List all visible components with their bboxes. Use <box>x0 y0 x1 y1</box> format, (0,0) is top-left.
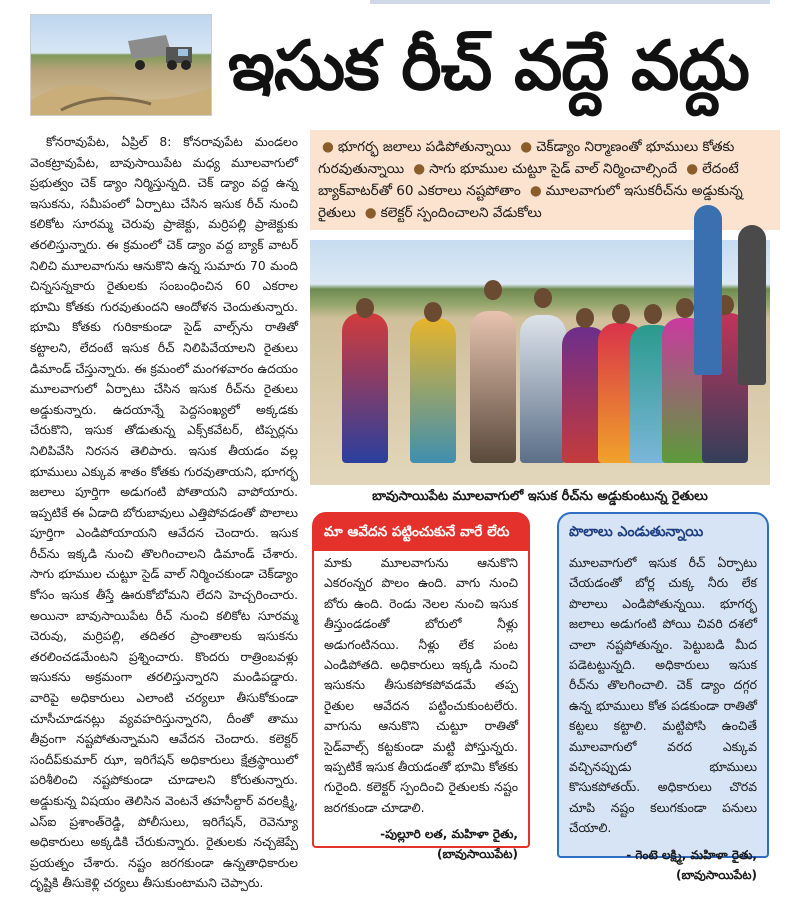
person-figure <box>694 205 722 375</box>
highlight-item: ● సాగు భూముల చుట్టూ సైడ్ వాల్ నిర్మించాల్సిందే <box>413 161 678 177</box>
quote-box-left <box>312 512 530 862</box>
highlight-item: ● కలెక్టర్ స్పందించాలని వేడుకోలు <box>364 205 542 221</box>
article-paragraph: కోనరావుపేట, ఏప్రిల్ 8: కోనరావుపేట మండలం వెంకట్రావుపేట, బావుసాయిపేట మధ్య మూలవాగులో ప్రభుత్వం చెక్ డ్యాం నిర్మిస్తున్నది. చెక్ డ్యాం వద్ద ఉన్న ఇసుకను, సమీపంలో ఏర్పాటు చేసిన ఇసుక రీచ్ నుంచి కలికోట సూరమ్మ చెరువు ప్రాజెక్టు, మర్రిపల్లి ప్రాజెక్టుకు తరలిస్తున్నారు. ఈ క్రమంలో చెక్ డ్యాం వద్ద బ్యాక్ వాటర్ నిలిచి మూలవాగును ఆనుకొని ఉన్న సుమారు 70 మంది చిన్నసన్నకారు రైతులకు సంబంధించిన 60 ఎకరాల భూమి కోతకు గురవుతుందని ఆందోళన చెందుతున్నారు. భూమి కోతకు గురికాకుండా సైడ్ వాల్స్‌ను రాతితో కట్టాలని, లేదంటే ఇసుక రీచ్ నిలిపివేయాలని రైతులు డిమాండ్ చేస్తున్నారు. ఈ క్రమంలో మంగళవారం ఉదయం మూలవాగులో ఏర్పాటు చేసిన ఇసుక రీచ్‌ను రైతులు అడ్డుకున్నారు. ఉదయాన్నే పెద్దసంఖ్యలో అక్కడకు చేరుకొని, ఇసుక తోడుతున్న ఎక్స్‌కవేటర్, టిప్పర్లను నిలిపివేసి నిరసన తెలిపారు. ఇసుక తీయడం వల్ల భూములు ఎక్కువ శాతం కోతకు గురవుతాయని, భూగర్భ జలాలు పూర్తిగా అడుగంటి పోతాయని వాపోయారు. ఇప్పటికే ఈ ఏడాది బోరుబావులు ఎత్తిపోవడంతో పొలాలు పూర్తిగా ఎండిపోయాయని ఆవేదన చెందారు. ఇసుక రీచ్‌ను ఇక్కడి నుంచి తొలగించాలని డిమాండ్ చేశారు. సాగు భూముల చుట్టూ సైడ్ వాల్ నిర్మించకుండా చెక్‌డ్యాం కోసం ఇసుక తీస్తే ఊరుకోబోమని లేదని హెచ్చరించారు. అయినా బావుసాయిపేట రీచ్ నుంచి కలికోట సూరమ్మ చెరువు, మర్రిపల్లి, తదితర ప్రాంతాలకు ఇసుకను తరలించడమేంటని ప్రశ్నించారు. కొందరు రాత్రింబవళ్లు ఇసుకను అక్రమంగా తరలిస్తున్నారని మండిపడ్డారు. వారిపై అధికారులు ఎలాంటి చర్యలూ తీసుకోకుండా చూసీచూడనట్లు వ్యవహరిస్తున్నారని, దీంతో తాము తీవ్రంగా నష్టపోతున్నామని ఆవేదన చెందారు. కలెక్టర్ సందీప్‌కుమార్ ఝా, ఇరిగేషన్ అధికారులు క్షేత్రస్థాయిలో పరిశీలించి నష్టపోకుండా చూడాలని కోరుతున్నారు. అడ్డుకున్న విషయం తెలిసిన వెంటనే తహసీల్దార్ వరలక్ష్మి, ఎస్ఐ ప్రశాంత్‌రెడ్డి, పోలీసులు, ఇరిగేషన్, రెవెన్యూ అధికారులు అక్కడికి చేరుకున్నారు. రైతులకు నచ్చజెప్పే ప్రయత్నం చేశారు. నష్టం జరగకుండా ఉన్నతాధికారుల దృష్టికి తీసుకెళ్లి చర్యలు తీసుకుంటామని చెప్పారు. <box>30 135 298 891</box>
quote-byline: - గెంటె లక్ష్మి, మహిళా రైతు, (బావుసాయిపేట) <box>626 847 757 882</box>
photo-caption: బావుసాయిపేట మూలవాగులో ఇసుక రీచ్‌ను అడ్డుకుంటున్న రైతులు <box>372 489 708 504</box>
sand-pile-graphic <box>31 70 211 115</box>
headline: ఇసుక రీచ్ వద్దే వద్దు <box>228 27 749 106</box>
article-body <box>30 132 298 891</box>
highlight-item: ● భూగర్భ జలాలు పడిపోతున్నాయి <box>322 139 512 155</box>
person-head <box>644 304 662 324</box>
quote-box-right <box>557 512 769 882</box>
truck-image <box>126 33 196 71</box>
person-head <box>534 288 552 308</box>
bullet-dot-icon: ● <box>364 205 377 221</box>
person-head <box>576 308 594 328</box>
highlight-item: ● చెక్‌డ్యాం నిర్మాణంతో భూములు కోతకు గురవుతున్నాయి <box>318 139 735 177</box>
person-figure <box>470 311 516 463</box>
quote-text: మాకు మూలవాగును ఆనుకొని ఎకరంన్నర పొలం ఉంది. వాగు నుంచి బోరు ఉంది. రెండు నెలల నుంచి ఇసుక తీస్తుండడంతో బోరులో నీళ్లు అడుగంటినయి. నీళ్లు లేక పంట ఎండిపోతది. అధికారులు ఇక్కడి నుంచి ఇసుకను తీసుకపోకపోవడమే తప్ప రైతుల ఆవేదన పట్టించుకుంటలేరు. వాగును ఆనుకొని చుట్టూ రాతితో సైడ్‌వాల్స్ కట్టకుండా మట్టి పోస్తున్నరు. ఇప్పటికే ఇసుక తీయడంతో భూమి కోతకు గురైంది. కలెక్టర్ స్పందించి రైతులకు నష్టం జరగకుండా చూడాలి. <box>324 555 518 815</box>
farmers-photo <box>310 240 770 485</box>
bullet-dot-icon: ● <box>686 161 699 177</box>
person-figure <box>410 318 456 463</box>
highlight-item: ● లేదంటే బ్యాక్‌వాటర్‌తో 60 ఎకరాలు నష్టపోతాం <box>318 161 739 199</box>
person-head <box>612 304 630 324</box>
person-head <box>484 280 502 300</box>
quote-title: పొలాలు ఎండుతున్నాయి <box>569 524 704 540</box>
bullet-dot-icon: ● <box>413 161 426 177</box>
person-figure <box>520 315 566 463</box>
quote-title: మా ఆవేదన పట్టించుకునే వారే లేరు <box>314 514 528 551</box>
top-rule <box>370 0 770 4</box>
quote-text: మూలవాగులో ఇసుక రీచ్ ఏర్పాటు చేయడంతో బోర్ల చుక్క నీరు లేక పొలాలు ఎండిపోతున్నయి. భూగర్భ జలాలు అడుగంటి పోయి చివరి దశలో చాలా నష్టపోతున్నం. పెట్టుబడి మీద పడెటట్టున్నది. అధికారులు ఇసుక రీచ్‌ను తొలగించాలి. చెక్ డ్యాం దగ్గర ఉన్న భూములు కోత పడకుండా రాతితో కట్టలు కట్టాలి. మట్టిపోసి ఉంచితే మూలవాగులో వరద ఎక్కువ వచ్చినప్పుడు భూములు కొసుకపోతయ్. అధికారులు చొరవ చూపి నష్టం కలుగకుండా పనులు చేయాలి. <box>569 555 757 836</box>
person-head <box>676 298 694 318</box>
person-head <box>424 302 442 322</box>
person-head <box>356 298 374 318</box>
highlight-item: ● మూలవాగులో ఇసుకరీచ్‌ను అడ్డుకున్న రైతులు <box>318 183 743 221</box>
bullet-dot-icon: ● <box>529 183 542 199</box>
person-figure <box>342 313 388 463</box>
bullet-dot-icon: ● <box>322 139 334 155</box>
person-figure <box>738 225 766 385</box>
bullet-dot-icon: ● <box>520 139 533 155</box>
quote-byline: -పుల్లూరి లత, మహిళా రైతు, (బావుసాయిపేట) <box>380 827 518 862</box>
sand-truck-thumbnail <box>30 14 212 116</box>
